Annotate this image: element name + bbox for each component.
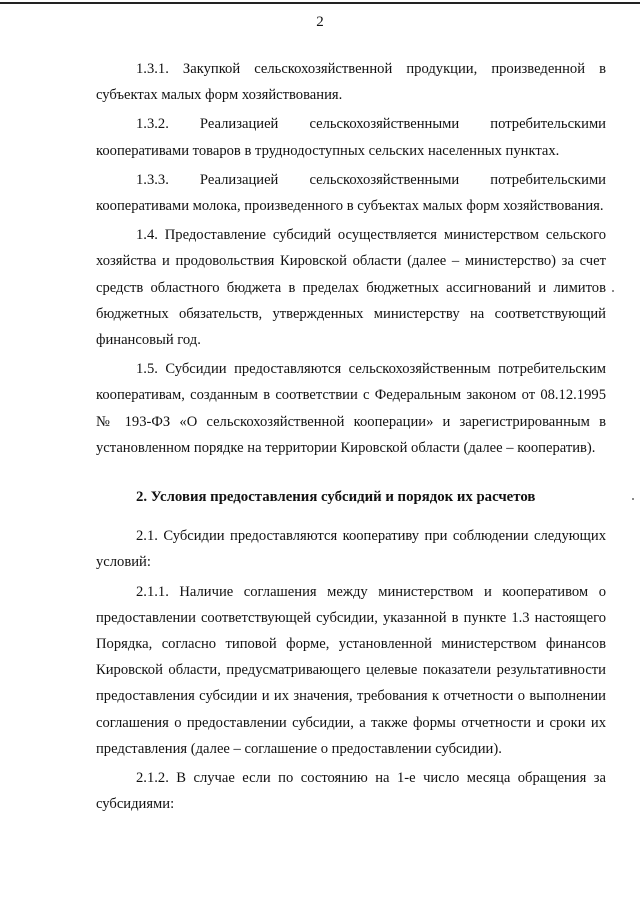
page-number: 2 — [316, 14, 324, 30]
paragraph-1-3-1: 1.3.1. Закупкой сельскохозяйственной продукции, произведенной в субъектах малых форм хозяйствования. — [96, 61, 606, 104]
paragraph-1-4: 1.4. Предоставление субсидий осуществляется министерством сельского хозяйства и продовольствия Кировской области (далее – министерство) за счет средств областного бюджета в пределах бюджетных ассигнований и лимитов бюджетных обязательств, утвержденных министерству на соответствующий финансовый год. — [96, 227, 606, 349]
section-2-title: 2. Условия предоставления субсидий и порядок их расчетов — [136, 489, 536, 506]
paragraph-2-1-2: 2.1.2. В случае если по состоянию на 1-е число месяца обращения за субсидиями: — [96, 770, 606, 813]
paragraph-2-1-1: 2.1.1. Наличие соглашения между министерством и кооперативом о предоставлении соответствующей субсидии, указанной в пункте 1.3 настоящего Порядка, согласно типовой форме, установленной министерством финансов Кировской области, предусматривающего целевые показатели результативности предоставления субсидии и их значения, требования к отчетности о выполнении соглашения о предоставлении субсидии, а также формы отчетности и сроки их представления (далее – соглашение о предоставлении субсидии). — [96, 583, 606, 757]
document-body — [96, 56, 606, 820]
paragraph-1-3-2: 1.3.2. Реализацией сельскохозяйственными потребительскими кооперативами товаров в труднодоступных сельских населенных пунктах. — [96, 116, 606, 159]
top-border-line — [0, 2, 640, 4]
paragraph-2-1: 2.1. Субсидии предоставляются кооперативу при соблюдении следующих условий: — [96, 528, 606, 571]
paragraph-1-5: 1.5. Субсидии предоставляются сельскохозяйственным потребительским кооперативам, созданным в соответствии с Федеральным законом от 08.12.1995 № 193-ФЗ «О сельскохозяйственной кооперации» и зарегистрированным в установленном порядке на территории Кировской области (далее – кооператив). — [96, 361, 606, 456]
paragraph-1-3-3: 1.3.3. Реализацией сельскохозяйственными потребительскими кооперативами молока, произведенного в субъектах малых форм хозяйствования. — [96, 171, 606, 215]
scan-speck — [632, 498, 634, 500]
scan-speck — [612, 290, 614, 292]
